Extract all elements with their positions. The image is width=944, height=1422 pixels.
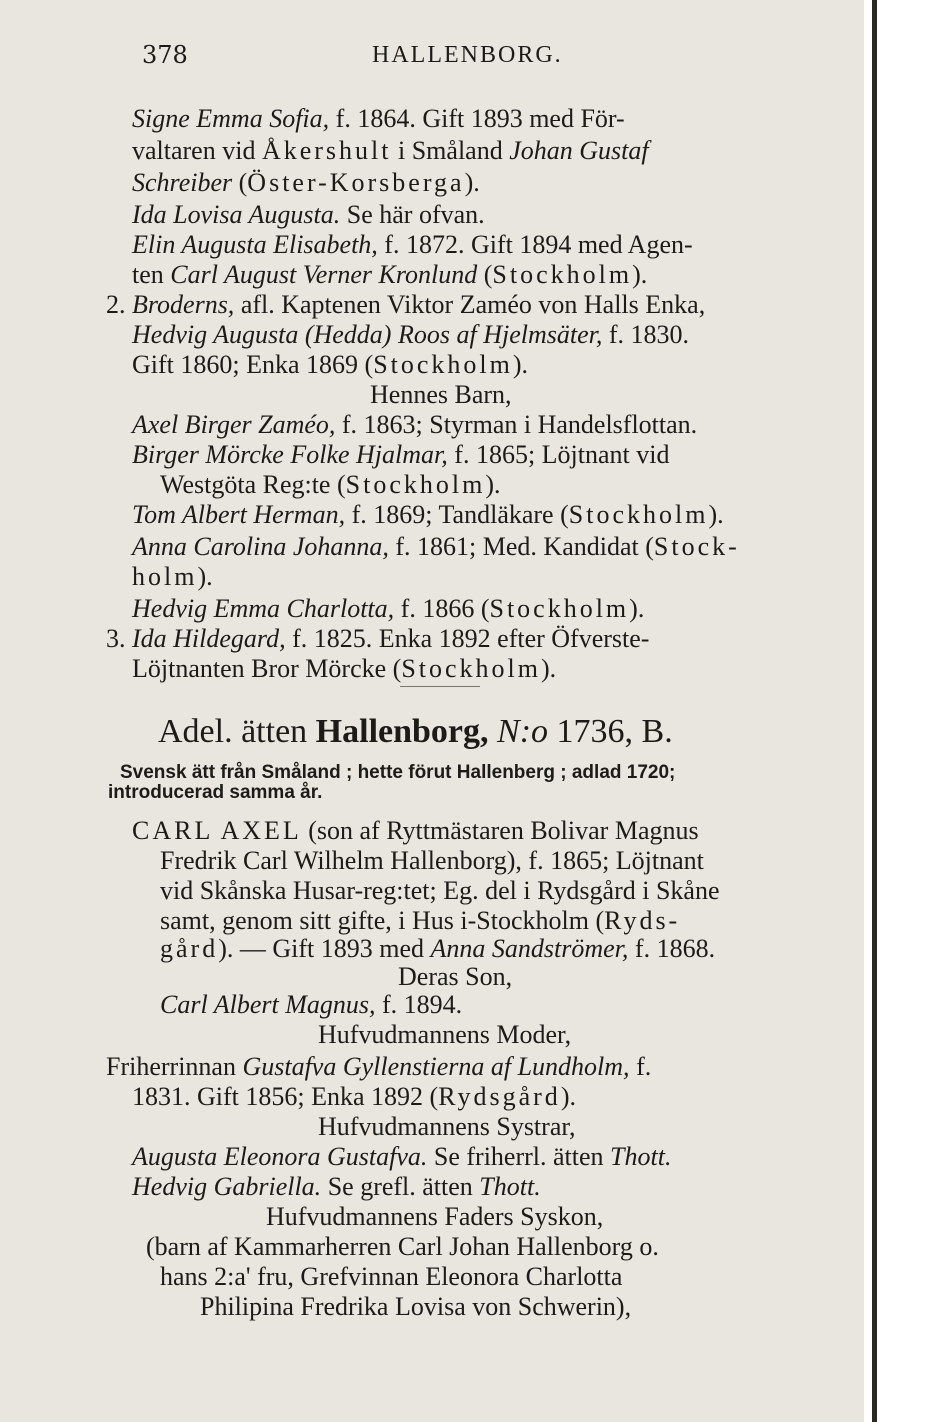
text-segment: afl. Kaptenen Viktor Zaméo von Halls Enka,: [234, 290, 706, 319]
text-line: [132, 168, 480, 198]
text-segment: f. 1864. Gift 1893 med För-: [329, 104, 625, 133]
text-line: [132, 532, 740, 562]
text-line: [398, 962, 512, 992]
text-segment: Broderns,: [132, 290, 235, 319]
text-segment: ).: [632, 260, 648, 289]
text-segment: Carl Albert Magnus,: [160, 990, 376, 1019]
text-segment: ).: [197, 562, 213, 591]
text-line: [106, 624, 649, 654]
text-segment: Hedvig Emma Charlotta,: [132, 594, 395, 623]
text-line: [160, 876, 720, 906]
text-segment: Hedvig Gabriella.: [132, 1172, 322, 1201]
text-segment: Öster-Korsberga: [247, 168, 465, 197]
text-segment: ten: [132, 260, 171, 289]
text-segment: Carl August Verner Kronlund: [170, 260, 478, 289]
text-segment: Stock-: [653, 532, 740, 561]
text-segment: 3.: [106, 624, 132, 653]
text-segment: ). — Gift 1893 med: [218, 934, 431, 963]
text-segment: Stockholm: [568, 500, 709, 529]
text-segment: Signe Emma Sofia,: [132, 104, 330, 133]
text-segment: Westgöta Reg:te (: [160, 470, 346, 499]
text-segment: Philipina Fredrika Lovisa von Schwerin),: [200, 1292, 632, 1321]
text-line: [132, 594, 644, 624]
text-line: [132, 816, 699, 846]
text-segment: f. 1894.: [375, 990, 463, 1019]
text-segment: samt, genom sitt gifte, i Hus i-Stockholm (: [160, 906, 605, 935]
text-segment: ).: [629, 594, 645, 623]
text-segment: Se här ofvan.: [340, 200, 485, 229]
text-line: [132, 350, 528, 380]
text-segment: Gustafva Gyllenstierna af Lundholm,: [242, 1052, 630, 1081]
text-line: [200, 1292, 631, 1322]
text-segment: Fredrik Carl Wilhelm Hallenborg), f. 1865; Löjtnant: [160, 846, 704, 875]
text-segment: f. 1863; Styrman i Handelsflottan.: [335, 410, 698, 439]
text-segment: Stockholm: [373, 350, 513, 379]
text-segment: Ida Hildegard,: [132, 624, 286, 653]
text-segment: Birger Mörcke Folke Hjalmar,: [132, 440, 448, 469]
text-segment: ).: [540, 654, 557, 683]
text-line: [160, 906, 680, 936]
text-segment: (: [477, 260, 493, 289]
text-line: [132, 260, 647, 290]
text-line: [132, 136, 649, 166]
text-segment: Anna Sandströmer,: [430, 934, 629, 963]
running-title: HALLENBORG.: [372, 42, 563, 68]
text-segment: f. 1869; Tandläkare (: [345, 500, 569, 529]
text-segment: introducerad samma år.: [108, 782, 323, 803]
text-segment: Hufvudmannens Faders Syskon,: [266, 1202, 604, 1231]
text-segment: Ryds-: [604, 906, 681, 935]
text-line: [160, 1262, 622, 1292]
text-line: [132, 410, 697, 440]
binding-line: [872, 0, 877, 1422]
text-segment: Stockholm: [345, 470, 486, 499]
page-number: 378: [142, 41, 188, 69]
text-segment: [489, 713, 498, 750]
text-segment: Ida Lovisa Augusta.: [132, 200, 341, 229]
text-segment: Tom Albert Herman,: [132, 500, 346, 529]
text-segment: Stockholm: [492, 260, 633, 289]
text-line: [132, 230, 693, 260]
text-segment: f. 1865; Löjtnant vid: [447, 440, 670, 469]
text-segment: Hufvudmannens Moder,: [318, 1020, 572, 1049]
text-segment: Se friherrl. ätten: [427, 1142, 611, 1171]
text-line: [160, 990, 462, 1020]
text-line: [370, 380, 512, 410]
text-segment: holm: [132, 562, 198, 591]
text-segment: valtaren vid: [132, 136, 262, 165]
text-line: [132, 1082, 576, 1112]
text-line: [160, 470, 500, 500]
section-divider: [400, 686, 480, 687]
text-segment: Deras Son,: [398, 962, 513, 991]
text-segment: Svensk ätt från Småland ; hette förut Hallenberg ; adlad 1720;: [120, 762, 676, 783]
text-segment: Gift 1860; Enka 1869 (: [132, 350, 374, 379]
text-segment: f. 1866 (: [394, 594, 490, 623]
text-segment: Rydsgård: [438, 1082, 561, 1111]
text-line: [132, 320, 689, 350]
text-segment: Thott.: [479, 1172, 541, 1201]
text-segment: Friherrinnan: [106, 1052, 243, 1081]
text-segment: 1831. Gift 1856; Enka 1892 (: [132, 1082, 439, 1111]
text-line: [106, 1052, 651, 1082]
text-line: [146, 1232, 659, 1262]
text-segment: f. 1830.: [602, 320, 690, 349]
text-line: [132, 200, 485, 230]
text-segment: gård: [160, 934, 219, 963]
text-segment: vid Skånska Husar-reg:tet; Eg. del i Rydsgård i Skåne: [160, 876, 720, 905]
text-segment: Johan Gustaf: [509, 136, 649, 165]
text-line: [132, 654, 556, 684]
text-segment: f.: [629, 1052, 652, 1081]
text-segment: Hedvig Augusta (Hedda) Roos af Hjelmsäter,: [132, 320, 603, 349]
text-segment: Schreiber: [132, 168, 233, 197]
text-segment: Se grefl. ätten: [321, 1172, 480, 1201]
text-segment: f. 1861; Med. Kandidat (: [388, 532, 654, 561]
text-segment: (son af Ryttmästaren Bolivar Magnus: [301, 816, 699, 845]
text-segment: hans 2:a' fru, Grefvinnan Eleonora Charlotta: [160, 1262, 623, 1291]
text-line: [106, 290, 705, 320]
text-line: [160, 846, 704, 876]
text-segment: ).: [512, 350, 529, 379]
text-segment: (barn af Kammarherren Carl Johan Hallenborg o.: [146, 1232, 659, 1261]
text-segment: f. 1825. Enka 1892 efter Öfverste-: [285, 624, 650, 653]
text-line: [132, 104, 625, 134]
text-segment: f. 1868.: [628, 934, 716, 963]
text-segment: Anna Carolina Johanna,: [132, 532, 389, 561]
text-segment: Hufvudmannens Systrar,: [318, 1112, 576, 1141]
text-segment: CARL AXEL: [132, 816, 302, 845]
text-line: [132, 1142, 671, 1172]
text-line: [266, 1202, 603, 1232]
text-segment: Hallenborg,: [315, 713, 489, 750]
text-segment: Stockholm: [489, 594, 630, 623]
text-line: [132, 562, 213, 592]
text-segment: Stockholm: [401, 654, 541, 683]
text-line: [108, 782, 322, 804]
text-segment: Axel Birger Zaméo,: [132, 410, 336, 439]
section-heading: [158, 712, 673, 752]
text-segment: 1736, B.: [548, 713, 673, 750]
text-segment: N:o: [497, 713, 549, 750]
text-segment: Augusta Eleonora Gustafva.: [132, 1142, 428, 1171]
text-line: [318, 1112, 575, 1142]
text-segment: i Småland: [391, 136, 510, 165]
text-segment: Åkershult: [261, 136, 392, 165]
text-line: [160, 934, 715, 964]
text-segment: f. 1872. Gift 1894 med Agen-: [377, 230, 693, 259]
text-line: [120, 762, 675, 784]
text-segment: 2.: [106, 290, 132, 319]
text-line: [132, 500, 724, 530]
text-segment: Adel. ätten: [158, 713, 316, 750]
text-segment: ).: [560, 1082, 576, 1111]
text-segment: Hennes Barn,: [370, 380, 512, 409]
text-segment: Thott.: [610, 1142, 672, 1171]
text-line: [132, 1172, 541, 1202]
text-segment: (: [232, 168, 248, 197]
text-line: [318, 1020, 571, 1050]
text-segment: ).: [708, 500, 724, 529]
text-segment: ).: [485, 470, 501, 499]
text-line: [132, 440, 669, 470]
text-segment: Löjtnanten Bror Mörcke (: [132, 654, 402, 683]
text-segment: Elin Augusta Elisabeth,: [132, 230, 378, 259]
text-segment: ).: [464, 168, 480, 197]
